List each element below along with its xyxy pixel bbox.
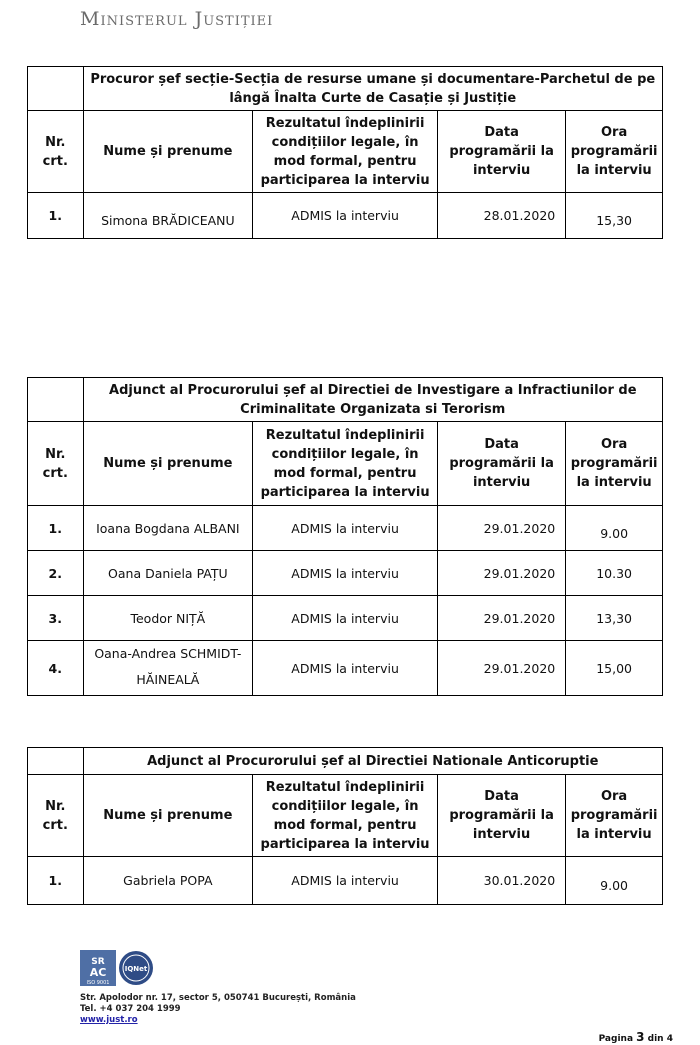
row-nr: 1. [28,857,84,905]
svg-text:IQNet: IQNet [124,965,148,973]
row-nr: 4. [28,641,84,696]
table-row [28,193,663,239]
table-title: Adjunct al Procurorului șef al Directiei de Investigare a Infractiunilor de Criminalitate Organizata si Terorism [83,378,662,422]
table-row [28,641,663,696]
website-link[interactable]: www.just.ro [80,1015,138,1025]
row-data: 29.01.2020 [437,641,565,696]
row-ora: 10.30 [566,551,663,596]
row-ora: 15,30 [566,193,663,239]
col-header-data: Data programării la interviu [437,775,565,857]
row-ora: 9.00 [566,857,663,905]
row-rezultat: ADMIS la interviu [253,506,438,551]
interview-table-1 [27,66,663,239]
row-name: Ioana Bogdana ALBANI [83,506,253,551]
footer-address-block [80,993,356,1026]
col-header-name: Nume și prenume [83,422,253,506]
page-current: 3 [636,1030,645,1044]
row-rezultat: ADMIS la interviu [253,596,438,641]
row-nr: 2. [28,551,84,596]
table-title: Procuror șef secție-Secția de resurse umane și documentare-Parchetul de pe lângă Înalta Curte de Casație și Justiție [83,67,662,111]
row-ora: 9.00 [566,506,663,551]
svg-text:ISO 9001: ISO 9001 [86,980,110,986]
row-rezultat: ADMIS la interviu [253,193,438,239]
interview-table-2 [27,377,663,696]
row-data: 30.01.2020 [437,857,565,905]
row-data: 29.01.2020 [437,506,565,551]
table-row [28,857,663,905]
blank-corner [28,748,84,775]
svg-text:SR: SR [91,957,105,967]
address: Str. Apolodor nr. 17, sector 5, 050741 București, România [80,993,356,1003]
row-nr: 3. [28,596,84,641]
col-header-nr: Nr. crt. [28,111,84,193]
row-nr: 1. [28,506,84,551]
col-header-ora: Ora programării la interviu [566,422,663,506]
col-header-nr: Nr. crt. [28,775,84,857]
row-nr: 1. [28,193,84,239]
blank-corner [28,67,84,111]
col-header-rezultat: Rezultatul îndeplinirii condițiilor legale, în mod formal, pentru participarea la interviu [253,775,438,857]
col-header-ora: Ora programării la interviu [566,775,663,857]
svg-text:AC: AC [89,966,107,979]
table-row [28,596,663,641]
page-total: 4 [666,1034,673,1044]
col-header-data: Data programării la interviu [437,111,565,193]
ministry-header: Ministerul Justiției [80,8,274,30]
row-name: Teodor NIȚĂ [83,596,253,641]
row-data: 29.01.2020 [437,551,565,596]
table-row [28,551,663,596]
row-rezultat: ADMIS la interviu [253,857,438,905]
row-ora: 13,30 [566,596,663,641]
table-row [28,506,663,551]
col-header-nr: Nr. crt. [28,422,84,506]
col-header-name: Nume și prenume [83,775,253,857]
row-rezultat: ADMIS la interviu [253,551,438,596]
row-name: Oana-Andrea SCHMIDT- HĂINEALĂ [83,641,253,696]
row-data: 28.01.2020 [437,193,565,239]
row-data: 29.01.2020 [437,596,565,641]
row-name: Simona BRĂDICEANU [83,193,253,239]
row-rezultat: ADMIS la interviu [253,641,438,696]
phone: Tel. +4 037 204 1999 [80,1004,181,1014]
page-of: din [647,1034,664,1044]
col-header-rezultat: Rezultatul îndeplinirii condițiilor legale, în mod formal, pentru participarea la interviu [253,422,438,506]
page-label: Pagina [598,1034,634,1044]
col-header-ora: Ora programării la interviu [566,111,663,193]
certification-logo [80,948,158,990]
table-title: Adjunct al Procurorului șef al Directiei Nationale Anticoruptie [83,748,662,775]
blank-corner [28,378,84,422]
col-header-name: Nume și prenume [83,111,253,193]
page-number [599,1030,673,1044]
row-name: Oana Daniela PAȚU [83,551,253,596]
row-ora: 15,00 [566,641,663,696]
col-header-rezultat: Rezultatul îndeplinirii condițiilor legale, în mod formal, pentru participarea la interviu [253,111,438,193]
row-name: Gabriela POPA [83,857,253,905]
interview-table-3 [27,747,663,905]
col-header-data: Data programării la interviu [437,422,565,506]
